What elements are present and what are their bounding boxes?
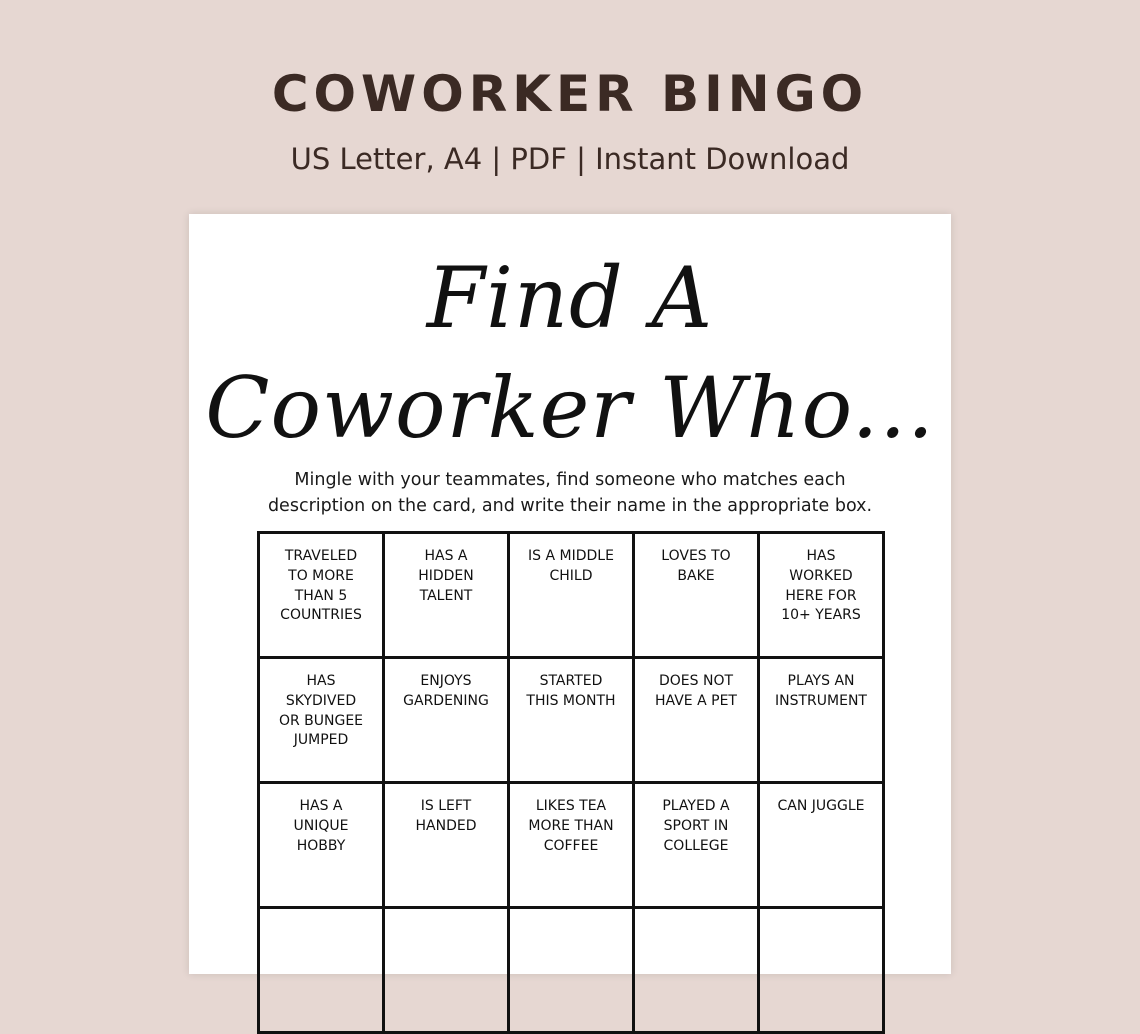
bingo-cell	[635, 909, 760, 1034]
bingo-cell: PLAYS AN INSTRUMENT	[760, 659, 885, 784]
sheet-title-line-2: Coworker Who...	[205, 359, 935, 457]
bingo-cell	[385, 909, 510, 1034]
bingo-cell: IS LEFT HANDED	[385, 784, 510, 909]
bingo-cell: HAS A HIDDEN TALENT	[385, 534, 510, 659]
bingo-cell: LOVES TO BAKE	[635, 534, 760, 659]
bingo-cell: HAS WORKED HERE FOR 10+ YEARS	[760, 534, 885, 659]
instructions	[249, 467, 891, 519]
bingo-cell: TRAVELED TO MORE THAN 5 COUNTRIES	[260, 534, 385, 659]
instructions-line-1: Mingle with your teammates, find someone who matches each	[294, 470, 846, 490]
bingo-cell: IS A MIDDLE CHILD	[510, 534, 635, 659]
page-title: COWORKER BINGO	[271, 65, 869, 123]
bingo-cell: HAS SKYDIVED OR BUNGEE JUMPED	[260, 659, 385, 784]
bingo-cell: HAS A UNIQUE HOBBY	[260, 784, 385, 909]
bingo-cell: ENJOYS GARDENING	[385, 659, 510, 784]
bingo-cell	[760, 909, 885, 1034]
bingo-cell: PLAYED A SPORT IN COLLEGE	[635, 784, 760, 909]
bingo-cell: LIKES TEA MORE THAN COFFEE	[510, 784, 635, 909]
bingo-cell: STARTED THIS MONTH	[510, 659, 635, 784]
bingo-cell	[510, 909, 635, 1034]
page-subtitle: US Letter, A4 | PDF | Instant Download	[290, 142, 850, 176]
bingo-cell	[260, 909, 385, 1034]
bingo-grid	[257, 531, 885, 1034]
bingo-sheet	[189, 214, 951, 974]
sheet-title-line-1: Find A	[426, 249, 714, 347]
instructions-line-2: description on the card, and write their name in the appropriate box.	[267, 496, 873, 516]
bingo-cell: DOES NOT HAVE A PET	[635, 659, 760, 784]
bingo-cell: CAN JUGGLE	[760, 784, 885, 909]
